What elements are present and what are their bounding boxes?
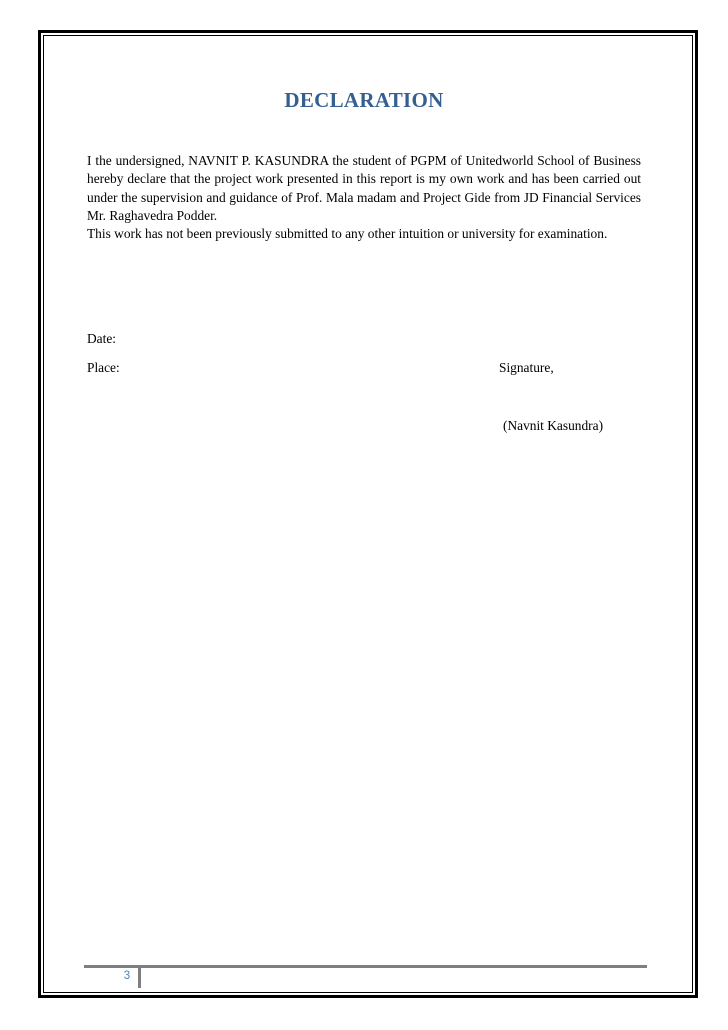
declaration-body — [87, 152, 641, 243]
footer-rule — [84, 965, 647, 968]
page-title: DECLARATION — [284, 88, 444, 112]
place-label: Place: — [87, 360, 120, 375]
footer-divider — [138, 966, 141, 988]
declaration-paragraph: I the undersigned, NAVNIT P. KASUNDRA the student of PGPM of Unitedworld School of Business hereby declare that the project work presented in this report is my own work and has been carried out under the supervision and guidance of Prof. Mala madam and Project Gide from JD Financial Services Mr. Raghavedra Podder. — [87, 153, 641, 223]
signatory-name: (Navnit Kasundra) — [503, 418, 604, 433]
declaration-paragraph: This work has not been previously submitted to any other intuition or university for examination. — [87, 226, 608, 242]
signature-label: Signature, — [499, 360, 554, 375]
page-number: 3 — [123, 970, 131, 982]
date-label: Date: — [87, 331, 116, 346]
